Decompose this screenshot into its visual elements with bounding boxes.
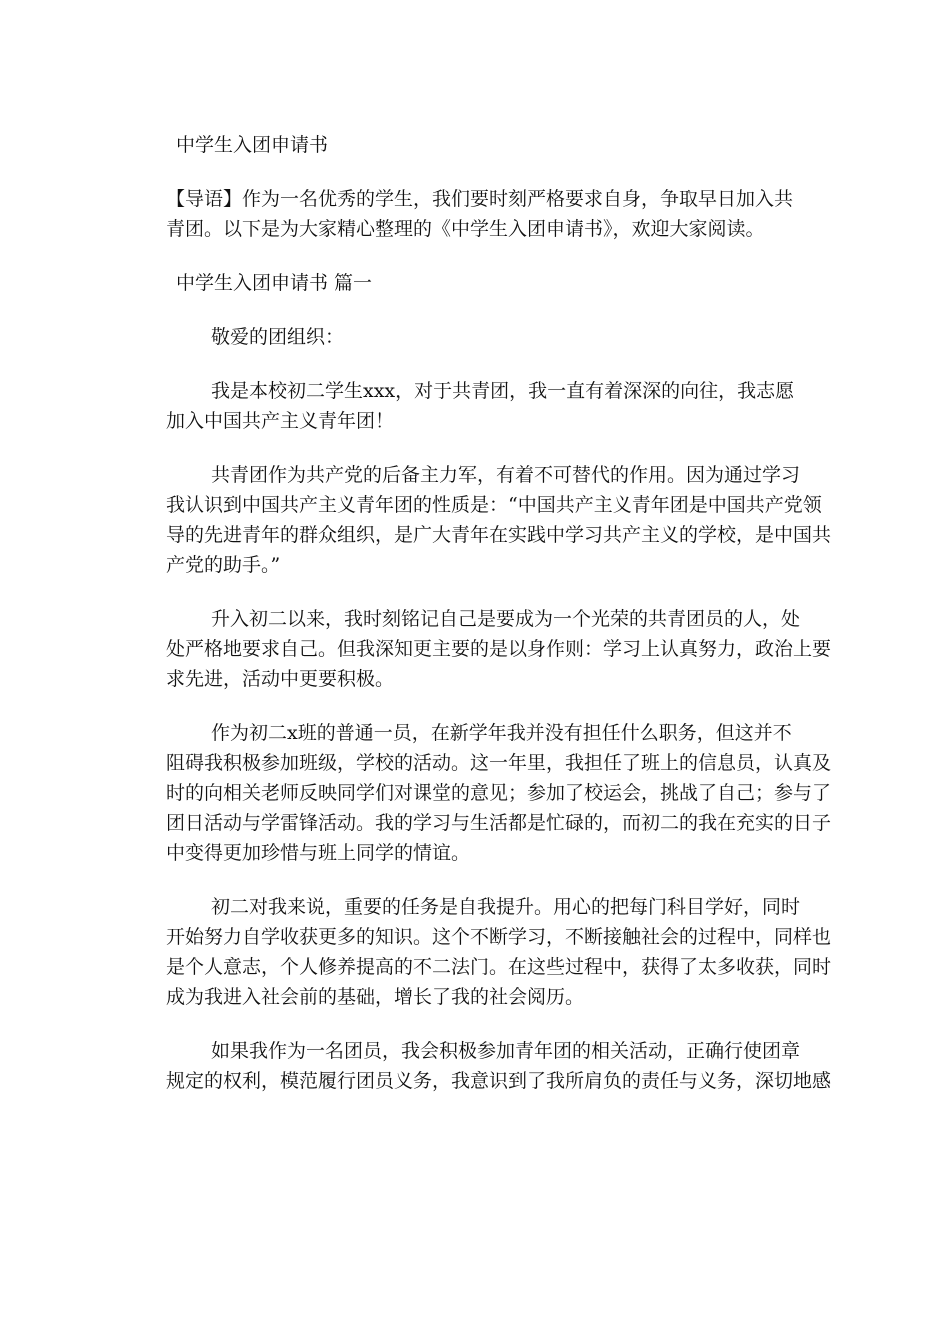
body-paragraph-2 — [166, 460, 832, 580]
intro-paragraph — [166, 184, 806, 244]
paragraph-line: 升入初二以来，我时刻铭记自己是要成为一个光荣的共青团员的人，处 — [211, 608, 801, 630]
paragraph-line: 作为初二x班的普通一员，在新学年我并没有担任什么职务，但这并不 — [211, 722, 792, 744]
section-title-block — [166, 268, 806, 298]
paragraph-line: 加入中国共产主义青年团！ — [166, 410, 395, 432]
paragraph-line: 产党的助手。” — [166, 554, 281, 576]
paragraph-line: 成为我进入社会前的基础，增长了我的社会阅历。 — [166, 986, 585, 1008]
body-paragraph-3 — [166, 604, 832, 694]
paragraph-line: 如果我作为一名团员，我会积极参加青年团的相关活动，正确行使团章 — [211, 1040, 801, 1062]
paragraph-line: 共青团作为共产党的后备主力军，有着不可替代的作用。因为通过学习 — [211, 464, 801, 486]
body-paragraph-5 — [166, 892, 832, 1012]
document-title: 中学生入团申请书 — [176, 134, 329, 156]
intro-line: 【导语】作为一名优秀的学生，我们要时刻严格要求自身，争取早日加入共 — [166, 188, 794, 210]
greeting: 敬爱的团组织： — [211, 326, 345, 348]
paragraph-line: 中变得更加珍惜与班上同学的情谊。 — [166, 842, 471, 864]
greeting-block — [166, 322, 806, 352]
body-paragraph-4 — [166, 718, 832, 868]
body-paragraph-1 — [166, 376, 806, 436]
paragraph-line: 规定的权利，模范履行团员义务，我意识到了我所肩负的责任与义务，深切地感 — [166, 1070, 832, 1092]
paragraph-line: 我是本校初二学生xxx，对于共青团，我一直有着深深的向往，我志愿 — [211, 380, 795, 402]
paragraph-line: 团日活动与学雷锋活动。我的学习与生活都是忙碌的，而初二的我在充实的日子 — [166, 812, 832, 834]
paragraph-line: 初二对我来说，重要的任务是自我提升。用心的把每门科目学好，同时 — [211, 896, 801, 918]
intro-line: 青团。以下是为大家精心整理的《中学生入团申请书》，欢迎大家阅读。 — [166, 218, 765, 240]
body-paragraph-6 — [166, 1036, 832, 1096]
paragraph-line: 导的先进青年的群众组织，是广大青年在实践中学习共产主义的学校，是中国共 — [166, 524, 832, 546]
document-body — [166, 130, 832, 1120]
document-title-block — [166, 130, 806, 160]
paragraph-line: 是个人意志，个人修养提高的不二法门。在这些过程中，获得了太多收获，同时 — [166, 956, 832, 978]
paragraph-line: 阻碍我积极参加班级，学校的活动。这一年里，我担任了班上的信息员，认真及 — [166, 752, 832, 774]
paragraph-line: 处严格地要求自己。但我深知更主要的是以身作则：学习上认真努力，政治上要 — [166, 638, 832, 660]
paragraph-line: 开始努力自学收获更多的知识。这个不断学习，不断接触社会的过程中，同样也 — [166, 926, 832, 948]
section-title: 中学生入团申请书 篇一 — [176, 272, 373, 294]
paragraph-line: 求先进，活动中更要积极。 — [166, 668, 395, 690]
paragraph-line: 时的向相关老师反映同学们对课堂的意见；参加了校运会，挑战了自己；参与了 — [166, 782, 832, 804]
paragraph-line: 我认识到中国共产主义青年团的性质是：“中国共产主义青年团是中国共产党领 — [166, 494, 822, 516]
